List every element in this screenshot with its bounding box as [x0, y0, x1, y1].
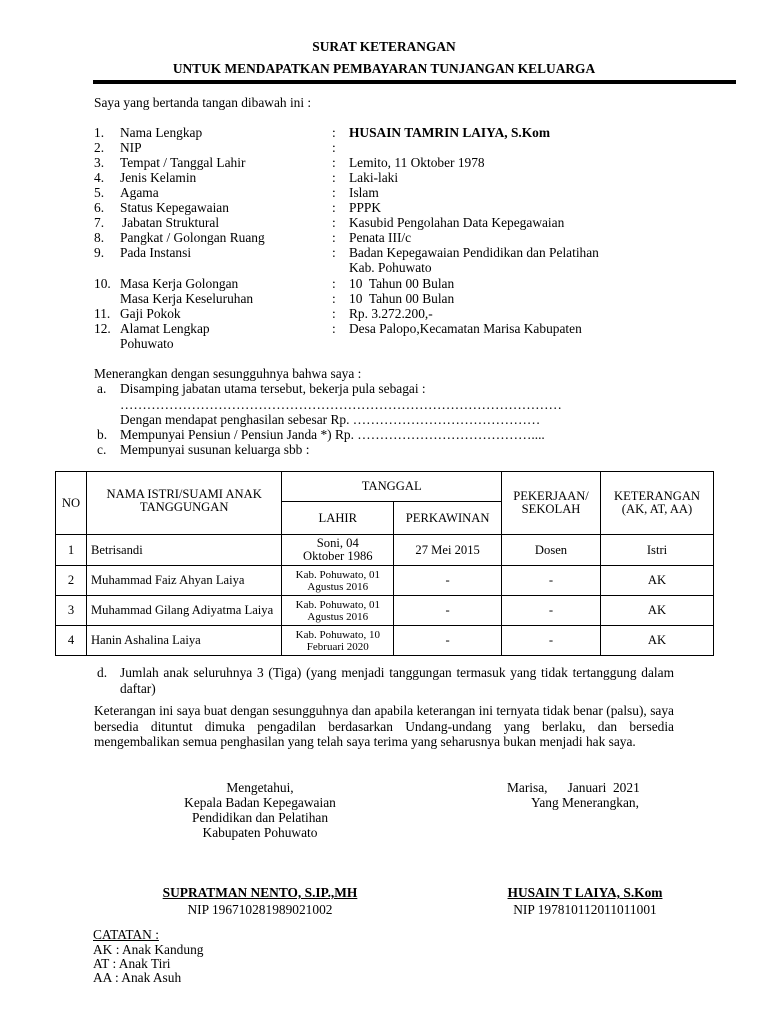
item-a-income: Dengan mendapat penghasilan sebesar Rp. ……………………………………: [120, 412, 541, 427]
intro-text: Saya yang bertanda tangan dibawah ini :: [94, 95, 312, 110]
cell-perkawinan: 27 Mei 2015: [394, 535, 502, 566]
cell-no: 2: [56, 566, 87, 596]
cell-keterangan: AK: [601, 566, 714, 596]
header-rule: [93, 80, 736, 84]
cell-name: Betrisandi: [86, 535, 281, 566]
item-a-letter: a.: [97, 381, 107, 396]
cell-perkawinan: -: [394, 596, 502, 626]
item-b-text: Mempunyai Pensiun / Pensiun Janda *) Rp. …………………………………....: [120, 427, 545, 442]
note-ak: AK : Anak Kandung: [93, 942, 204, 957]
header-no: NO: [56, 472, 87, 535]
field-label: Masa Kerja Golongan: [120, 276, 239, 291]
field-value: Laki-laki: [349, 170, 399, 185]
field-label: Status Kepegawaian: [120, 200, 229, 215]
cell-perkawinan: -: [394, 566, 502, 596]
item-c-letter: c.: [97, 442, 107, 457]
field-colon: :: [332, 200, 336, 215]
note-at: AT : Anak Tiri: [93, 956, 171, 971]
field-label: Jabatan Struktural: [122, 215, 220, 230]
note-aa: AA : Anak Asuh: [93, 970, 182, 985]
document-title: SURAT KETERANGAN: [312, 39, 456, 54]
header-lahir: LAHIR: [282, 502, 394, 535]
cell-keterangan: Istri: [601, 535, 714, 566]
left-sign-line4: Kabupaten Pohuwato: [202, 825, 318, 840]
cell-name: Hanin Ashalina Laiya: [86, 626, 281, 656]
field-value: Islam: [349, 185, 379, 200]
field-colon: :: [332, 170, 336, 185]
header-name: NAMA ISTRI/SUAMI ANAK TANGGUNGAN: [86, 472, 281, 535]
field-value: Kasubid Pengolahan Data Kepegawaian: [349, 215, 565, 230]
cell-lahir: Kab. Pohuwato, 01 Agustus 2016: [282, 596, 394, 626]
right-signer-nip: NIP 197810112011011001: [513, 902, 657, 917]
field-label: Masa Kerja Keseluruhan: [120, 291, 254, 306]
cell-pekerjaan: Dosen: [502, 535, 601, 566]
family-table: [55, 471, 714, 656]
cell-name: Muhammad Faiz Ahyan Laiya: [86, 566, 281, 596]
field-number: 4.: [94, 170, 105, 185]
field-colon: :: [332, 155, 336, 170]
item-d-text: Jumlah anak seluruhnya 3 (Tiga) (yang menjadi tanggungan termasuk yang tidak tertanggung dalam daftar): [120, 665, 674, 696]
cell-keterangan: AK: [601, 596, 714, 626]
field-value: Desa Palopo,Kecamatan Marisa Kabupaten: [349, 321, 582, 336]
field-value: Rp. 3.272.200,-: [349, 306, 433, 321]
field-number: 8.: [94, 230, 105, 245]
left-sign-line3: Pendidikan dan Pelatihan: [191, 810, 329, 825]
field-colon: :: [332, 125, 336, 140]
field-label-continued: Pohuwato: [120, 336, 174, 351]
item-a-text: Disamping jabatan utama tersebut, bekerja pula sebagai :: [120, 381, 426, 396]
cell-pekerjaan: -: [502, 626, 601, 656]
left-signer-name: SUPRATMAN NENTO, S.IP.,MH: [162, 885, 358, 900]
field-label: Tempat / Tanggal Lahir: [120, 155, 246, 170]
field-number: 3.: [94, 155, 105, 170]
field-value: HUSAIN TAMRIN LAIYA, S.Kom: [349, 125, 551, 140]
field-label: Gaji Pokok: [120, 306, 181, 321]
cell-no: 3: [56, 596, 87, 626]
left-sign-line2: Kepala Badan Kepegawaian: [184, 795, 336, 810]
field-value: Badan Kepegawaian Pendidikan dan Pelatihan: [349, 245, 599, 260]
field-label: Pangkat / Golongan Ruang: [120, 230, 265, 245]
item-d-letter: d.: [97, 665, 108, 680]
field-value: Lemito, 11 Oktober 1978: [349, 155, 485, 170]
left-sign-line1: Mengetahui,: [226, 780, 294, 795]
field-label: Nama Lengkap: [120, 125, 203, 140]
right-signer-name: HUSAIN T LAIYA, S.Kom: [507, 885, 663, 900]
field-label: Jenis Kelamin: [120, 170, 197, 185]
field-colon: :: [332, 276, 336, 291]
cell-no: 1: [56, 535, 87, 566]
field-number: 11.: [94, 306, 111, 321]
field-label: Alamat Lengkap: [120, 321, 210, 336]
item-a-dots: ………………………………………………………………………………………: [120, 397, 562, 412]
field-value: 10 Tahun 00 Bulan: [349, 276, 455, 291]
header-keterangan: KETERANGAN (AK, AT, AA): [601, 472, 714, 535]
field-colon: :: [332, 306, 336, 321]
cell-no: 4: [56, 626, 87, 656]
field-colon: :: [332, 140, 336, 155]
field-value: PPPK: [349, 200, 382, 215]
field-label: Pada Instansi: [120, 245, 192, 260]
field-value-continued: Kab. Pohuwato: [349, 260, 432, 275]
field-colon: :: [332, 230, 336, 245]
field-number: 7.: [94, 215, 105, 230]
cell-keterangan: AK: [601, 626, 714, 656]
field-number: 10.: [94, 276, 111, 291]
table-row: [56, 596, 714, 626]
cell-pekerjaan: -: [502, 566, 601, 596]
left-signer-nip: NIP 196710281989021002: [187, 902, 333, 917]
document-subtitle: UNTUK MENDAPATKAN PEMBAYARAN TUNJANGAN KELUARGA: [172, 61, 596, 76]
field-colon: :: [332, 321, 336, 336]
header-pekerjaan: PEKERJAAN/ SEKOLAH: [502, 472, 601, 535]
cell-pekerjaan: -: [502, 596, 601, 626]
field-value: Penata III/c: [349, 230, 412, 245]
notes-heading: CATATAN :: [93, 927, 159, 942]
table-row: [56, 626, 714, 656]
field-number: 1.: [94, 125, 105, 140]
right-sign-line2: Yang Menerangkan,: [531, 795, 639, 810]
field-colon: :: [332, 245, 336, 260]
field-colon: :: [332, 215, 336, 230]
header-perkawinan: PERKAWINAN: [394, 502, 502, 535]
field-number: 9.: [94, 245, 105, 260]
declare-intro: Menerangkan dengan sesungguhnya bahwa saya :: [94, 366, 362, 381]
table-row: [56, 535, 714, 566]
header-tanggal: TANGGAL: [282, 472, 502, 502]
field-number: 2.: [94, 140, 105, 155]
cell-lahir: Soni, 04 Oktober 1986: [282, 535, 394, 566]
cell-lahir: Kab. Pohuwato, 10 Februari 2020: [282, 626, 394, 656]
field-value: 10 Tahun 00 Bulan: [349, 291, 455, 306]
statement-paragraph: Keterangan ini saya buat dengan sesungguhnya dan apabila keterangan ini ternyata tidak benar (palsu), saya bersedia dituntut dimuka pengadilan berdasarkan Undang-undang yang berlaku, dan bersedia mengembalikan semua penghasilan yang telah saya terima yang seharusnya bukan menjadi hak saya.: [94, 703, 674, 749]
field-label: Agama: [120, 185, 159, 200]
right-sign-place-date: Marisa, Januari 2021: [507, 780, 640, 795]
cell-perkawinan: -: [394, 626, 502, 656]
item-b-letter: b.: [97, 427, 108, 442]
field-colon: :: [332, 291, 336, 306]
field-number: 5.: [94, 185, 105, 200]
field-colon: :: [332, 185, 336, 200]
field-number: 12.: [94, 321, 111, 336]
item-c-text: Mempunyai susunan keluarga sbb :: [120, 442, 310, 457]
cell-name: Muhammad Gilang Adiyatma Laiya: [86, 596, 281, 626]
cell-lahir: Kab. Pohuwato, 01 Agustus 2016: [282, 566, 394, 596]
field-label: NIP: [120, 140, 142, 155]
table-header-row: [56, 472, 714, 502]
field-number: 6.: [94, 200, 105, 215]
table-row: [56, 566, 714, 596]
